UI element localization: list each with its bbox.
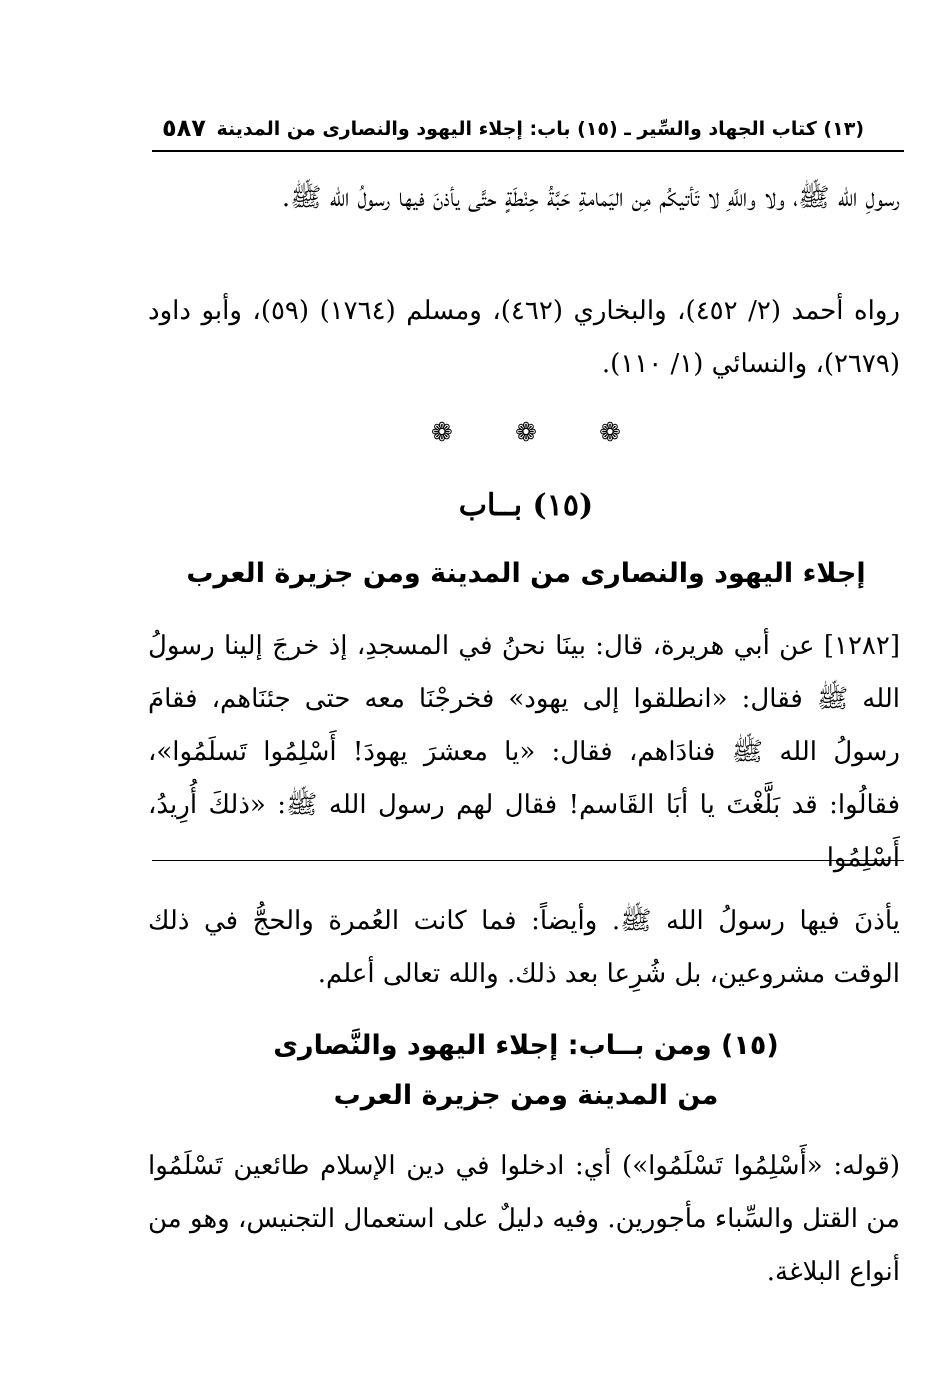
hadith-paragraph — [148, 620, 900, 885]
section-separator: ❁ ❁ ❁ — [431, 418, 621, 448]
header-rule — [152, 150, 904, 152]
takhrij-paragraph — [148, 285, 900, 391]
commentary-heading-line1: (١٥) ومن بــاب: إجلاء اليهود والنَّصارى — [273, 1030, 779, 1061]
continuation-paragraph — [148, 172, 900, 225]
hadith-text: [١٢٨٢] عن أبي هريرة، قال: بينَا نحنُ في المسجدِ، إذ خرجَ إلينا رسولُ الله ﷺ فقال: «انطلقوا إلى يهود» فخرجْنَا معه حتى جئنَاهم، فقامَ رسولُ الله ﷺ فنادَاهم، فقال: «يا معشرَ يهودَ! أَسْلِمُوا تَسلَمُوا»، فقالُوا: قد بَلَّغْتَ يا أبَا القَاسم! فقال لهم رسول الله ﷺ: «ذلكَ أُرِيدُ، أَسْلِمُوا — [148, 631, 900, 873]
footnote-rule — [152, 860, 904, 861]
commentary-continuation-text: يأذنَ فيها رسولُ الله ﷺ. وأيضاً: فما كانت العُمرة والحجُّ في ذلك الوقت مشروعين، بل شُرِعا بعد ذلك. والله تعالى أعلم. — [148, 906, 900, 989]
commentary-heading-line2: من المدينة ومن جزيرة العرب — [333, 1080, 719, 1111]
commentary-continuation — [148, 895, 900, 1001]
running-title: (١٣) كتاب الجهاد والسِّير ـ (١٥) باب: إجلاء اليهود والنصارى من المدينة — [216, 118, 864, 140]
takhrij-text: رواه أحمد (٢/ ٤٥٢)، والبخاري (٤٦٢)، ومسلم (١٧٦٤) (٥٩)، وأبو داود (٢٦٧٩)، والنسائي (١/ ١١٠). — [148, 296, 900, 379]
page-number: ٥٨٧ — [162, 114, 206, 142]
page-header — [150, 108, 904, 148]
chapter-heading: (١٥) بــاب — [458, 488, 594, 523]
continuation-text: رسولِ الله ﷺ، ولا واللَّهِ لا تَأتيكُم مِن اليَمامةِ حَبَّةُ حِنْطَةٍ حتَّى يأذنَ فيها رسولُ الله ﷺ. — [281, 183, 900, 213]
commentary-paragraph — [148, 1140, 900, 1299]
commentary-text: (قوله: «أَسْلِمُوا تَسْلَمُوا») أي: ادخلوا في دين الإسلام طائعين تَسْلَمُوا من القتل والسِّباء مأجورين. وفيه دليلٌ على استعمال التجنيس، وهو من أنواع البلاغة. — [148, 1151, 900, 1287]
chapter-title: إجلاء اليهود والنصارى من المدينة ومن جزيرة العرب — [186, 558, 866, 589]
